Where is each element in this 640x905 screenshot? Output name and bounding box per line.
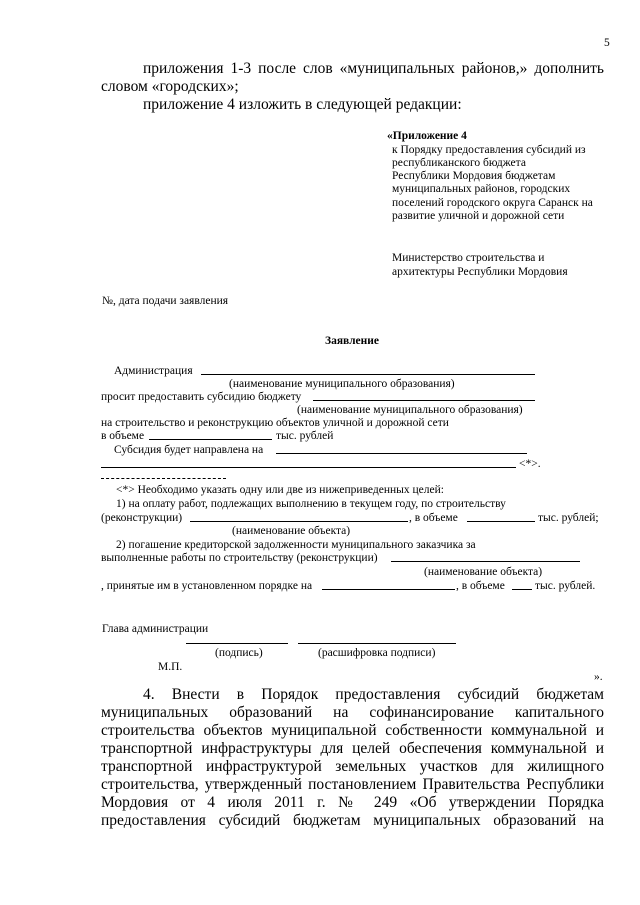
footnote-text: <*> Необходимо указать одну или две из нижеприведенных целей: (116, 484, 444, 496)
municipality-caption-2: (наименование муниципального образования) (297, 404, 523, 416)
appendix-line: к Порядку предоставления субсидий из (392, 144, 586, 156)
administration-field (201, 374, 535, 375)
directed-field (276, 453, 527, 454)
amount-prefix: в объеме (101, 430, 145, 442)
head-label: Глава администрации (102, 623, 209, 635)
intro-line-1: приложения 1-3 после слов «муниципальных районов,» дополнить (143, 60, 604, 77)
appendix-title: «Приложение 4 (387, 130, 467, 142)
object-caption-2: (наименование объекта) (424, 566, 543, 578)
appendix-line: муниципальных районов, городских (392, 183, 571, 195)
signature-field (186, 643, 288, 644)
form-title: Заявление (325, 335, 380, 347)
municipality-caption: (наименование муниципального образования) (229, 378, 455, 390)
object-caption: (наименование объекта) (232, 525, 351, 537)
item-4-line: строительства объектов муниципальной собственности коммунальной и (101, 722, 604, 739)
decode-field (298, 643, 456, 644)
accepted-volume: , в объеме (456, 580, 505, 592)
accepted-label: , принятые им в установленном порядке на (101, 580, 313, 592)
goal-1-line-1: 1) на оплату работ, подлежащих выполнению в текущем году, по строительству (116, 498, 506, 510)
request-label: просит предоставить субсидию бюджету (101, 391, 302, 403)
footnote-separator (101, 478, 226, 479)
accepted-date-field (322, 589, 455, 590)
item-4-line: Мордовия от 4 июля 2011 г. № 249 «Об утверждении Порядка (101, 794, 604, 811)
purpose-text: на строительство и реконструкцию объектов уличной и дорожной сети (101, 417, 449, 429)
goal-2-line-2: выполненные работы по строительству (реконструкции) (101, 552, 378, 564)
directed-label: Субсидия будет направлена на (114, 444, 264, 456)
closing-quote: ». (594, 671, 603, 683)
item-4-line: транспортной инфраструктуры для целей обеспечения коммунальной и (101, 740, 604, 757)
amount-suffix: тыс. рублей (276, 430, 334, 442)
addressee-line-1: Министерство строительства и (392, 252, 545, 264)
intro-line-2: словом «городских»; (101, 78, 239, 95)
footnote-mark: <*>. (519, 458, 541, 470)
goal-1-prefix: (реконструкции) (101, 512, 183, 524)
addressee-line-2: архитектуры Республики Мордовия (392, 266, 568, 278)
signature-caption: (подпись) (215, 647, 263, 659)
item-4-line: 4. Внести в Порядок предоставления субсидий бюджетам (143, 686, 604, 703)
goal-1-suffix: тыс. рублей; (538, 512, 599, 524)
municipality-field (313, 400, 535, 401)
item-4-line: предоставления субсидий бюджетам муниципальных образований на (101, 812, 604, 829)
amount-field (149, 439, 272, 440)
item-4-line: транспортной инфраструктурой земельных участков для жилищного (101, 758, 604, 775)
goal-1-volume: , в объеме (409, 512, 458, 524)
appendix-line: поселений городского округа Саранск на (392, 197, 593, 209)
item-4-line: строительства, утвержденный постановлением Правительства Республики (101, 776, 604, 793)
administration-label: Администрация (114, 365, 193, 377)
stamp-label: М.П. (158, 661, 183, 673)
accepted-suffix: тыс. рублей. (535, 580, 596, 592)
directed-field-2 (101, 467, 516, 468)
page-number: 5 (604, 37, 610, 49)
appendix-line: развитие уличной и дорожной сети (392, 210, 565, 222)
decode-caption: (расшифровка подписи) (318, 647, 436, 659)
goal-2-object-field (391, 561, 580, 562)
goal-1-object-field (190, 521, 408, 522)
goal-2-line-1: 2) погашение кредиторской задолженности муниципального заказчика за (116, 539, 476, 551)
item-4-line: муниципальных образований на софинансирование капитального (101, 704, 604, 721)
accepted-amount-field (512, 589, 532, 590)
appendix-line: Республики Мордовия бюджетам (392, 170, 556, 182)
appendix-line: республиканского бюджета (392, 157, 526, 169)
intro-line-3: приложение 4 изложить в следующей редакции: (143, 96, 462, 113)
number-date-label: №, дата подачи заявления (102, 295, 229, 307)
goal-1-amount-field (467, 521, 535, 522)
